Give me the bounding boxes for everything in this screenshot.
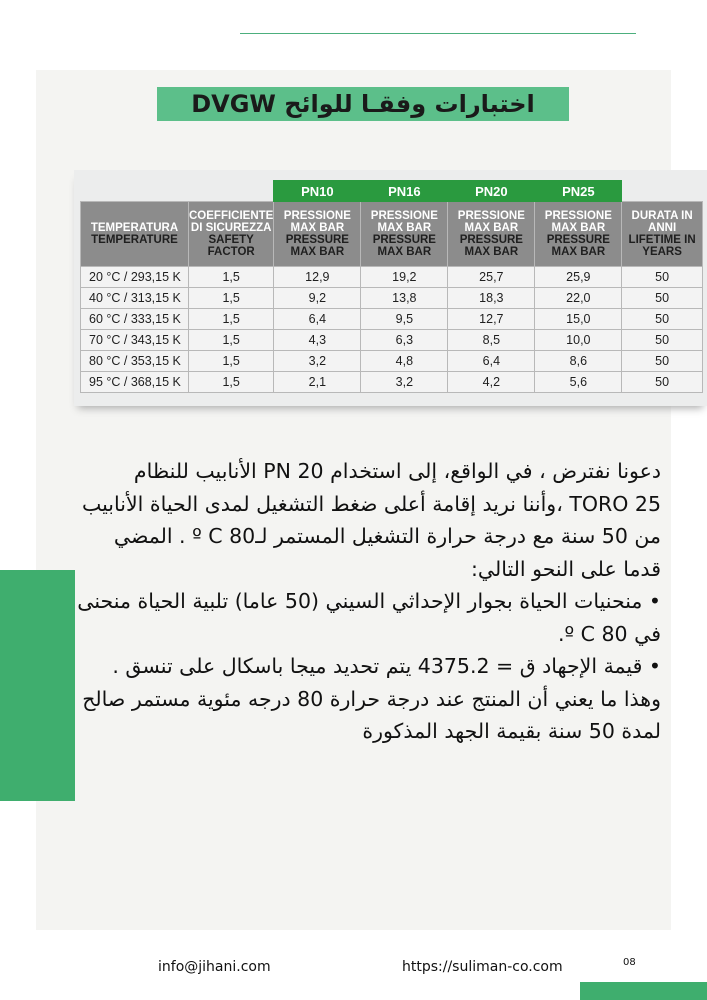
table-cell: 6,3 <box>361 330 448 351</box>
table-cell: 70 °C / 343,15 K <box>81 330 189 351</box>
table-cell: 10,0 <box>535 330 622 351</box>
column-header-line1: TEMPERATURA <box>90 222 179 234</box>
page-title: اختبارات وفقـا للوائح DVGW <box>191 90 535 118</box>
body-text <box>76 455 661 748</box>
column-header-pressure <box>274 202 361 267</box>
table-cell: 12,7 <box>448 309 535 330</box>
pn-header-row <box>81 181 703 202</box>
conclusion-paragraph: وهذا ما يعني أن المنتج عند درجة حرارة 80 درجه مئوية مستمر صالح لمدة 50 سنة بقيمة الجهد المذكورة <box>82 686 661 743</box>
left-accent-bar <box>0 570 75 801</box>
bullet-paragraph: • منحنيات الحياة بجوار الإحداثي السيني (50 عاما) تلبية الحياة منحنى في 80 º C. <box>77 589 661 646</box>
table-cell: 1,5 <box>189 351 274 372</box>
table-cell: 20 °C / 293,15 K <box>81 267 189 288</box>
column-header-line2: SAFETY FACTOR <box>207 234 255 258</box>
table-cell: 50 <box>622 288 703 309</box>
page-title-box <box>157 87 569 121</box>
table-row <box>81 288 703 309</box>
top-divider-line <box>240 33 636 34</box>
table-cell: 6,4 <box>448 351 535 372</box>
column-header-line1: PRESSIONE MAX BAR <box>457 210 525 234</box>
table-cell: 1,5 <box>189 288 274 309</box>
page-number: 08 <box>623 957 636 968</box>
table-cell: 3,2 <box>361 372 448 393</box>
table-cell: 2,1 <box>274 372 361 393</box>
table-row <box>81 309 703 330</box>
table-cell: 4,3 <box>274 330 361 351</box>
table-cell: 50 <box>622 309 703 330</box>
table-cell: 50 <box>622 351 703 372</box>
table-row <box>81 372 703 393</box>
table-cell: 9,2 <box>274 288 361 309</box>
table-cell: 50 <box>622 372 703 393</box>
column-header-line1: PRESSIONE MAX BAR <box>370 210 438 234</box>
table-cell: 80 °C / 353,15 K <box>81 351 189 372</box>
bullet-paragraph: • قيمة الإجهاد ق = 4375.2 يتم تحديد ميجا باسكال على تنسق . <box>112 654 661 678</box>
column-header-line2: PRESSURE MAX BAR <box>285 234 349 258</box>
pn-blank-cell <box>81 181 189 202</box>
table-row <box>81 351 703 372</box>
column-header-line1: COEFFICIENTE DI SICUREZZA <box>189 210 274 234</box>
table-cell: 12,9 <box>274 267 361 288</box>
footer-url[interactable]: https://suliman-co.com <box>402 959 563 975</box>
table-cell: 40 °C / 313,15 K <box>81 288 189 309</box>
bottom-accent-bar <box>580 982 707 1000</box>
table-cell: 50 <box>622 330 703 351</box>
column-header-safety-factor <box>189 202 274 267</box>
table-cell: 22,0 <box>535 288 622 309</box>
pn-header-cell: PN20 <box>448 181 535 202</box>
column-header-line1: DURATA IN ANNI <box>631 210 693 234</box>
table-cell: 50 <box>622 267 703 288</box>
table-cell: 1,5 <box>189 330 274 351</box>
table-cell: 3,2 <box>274 351 361 372</box>
pn-blank-cell <box>622 181 703 202</box>
table-cell: 8,6 <box>535 351 622 372</box>
table-row <box>81 330 703 351</box>
table-cell: 4,8 <box>361 351 448 372</box>
column-header-pressure <box>361 202 448 267</box>
column-header-row <box>81 202 703 267</box>
table-row <box>81 267 703 288</box>
column-header-line2: LIFETIME IN YEARS <box>628 234 696 258</box>
pressure-table <box>80 180 703 393</box>
table-cell: 18,3 <box>448 288 535 309</box>
column-header-line1: PRESSIONE MAX BAR <box>283 210 351 234</box>
column-header-temperature <box>81 202 189 267</box>
table-cell: 25,9 <box>535 267 622 288</box>
table-cell: 1,5 <box>189 309 274 330</box>
column-header-line2: PRESSURE MAX BAR <box>372 234 436 258</box>
column-header-line2: PRESSURE MAX BAR <box>546 234 610 258</box>
table-cell: 25,7 <box>448 267 535 288</box>
pressure-table-photo <box>74 170 707 406</box>
table-cell: 4,2 <box>448 372 535 393</box>
column-header-line1: PRESSIONE MAX BAR <box>544 210 612 234</box>
footer-email[interactable]: info@jihani.com <box>158 959 271 975</box>
table-cell: 13,8 <box>361 288 448 309</box>
table-cell: 5,6 <box>535 372 622 393</box>
table-cell: 19,2 <box>361 267 448 288</box>
column-header-lifetime <box>622 202 703 267</box>
pn-header-cell: PN25 <box>535 181 622 202</box>
pn-header-cell: PN10 <box>274 181 361 202</box>
table-cell: 15,0 <box>535 309 622 330</box>
column-header-line2: TEMPERATURE <box>91 234 178 246</box>
table-cell: 9,5 <box>361 309 448 330</box>
table-cell: 60 °C / 333,15 K <box>81 309 189 330</box>
column-header-pressure <box>535 202 622 267</box>
table-cell: 95 °C / 368,15 K <box>81 372 189 393</box>
table-cell: 1,5 <box>189 372 274 393</box>
table-body <box>81 267 703 393</box>
pn-header-cell: PN16 <box>361 181 448 202</box>
column-header-line2: PRESSURE MAX BAR <box>459 234 523 258</box>
table-cell: 6,4 <box>274 309 361 330</box>
pn-blank-cell <box>189 181 274 202</box>
table-cell: 8,5 <box>448 330 535 351</box>
column-header-pressure <box>448 202 535 267</box>
table-cell: 1,5 <box>189 267 274 288</box>
body-paragraph: دعونا نفترض ، في الواقع، إلى استخدام PN 20 الأنابيب للنظام TORO 25 ،وأننا نريد إقامة أعلى ضغط التشغيل لمدى الحياة الأنابيب من 50 سنة مع درجة حرارة التشغيل المستمر لـ80 º C . المضي قدما على النحو التالي: <box>81 459 661 581</box>
